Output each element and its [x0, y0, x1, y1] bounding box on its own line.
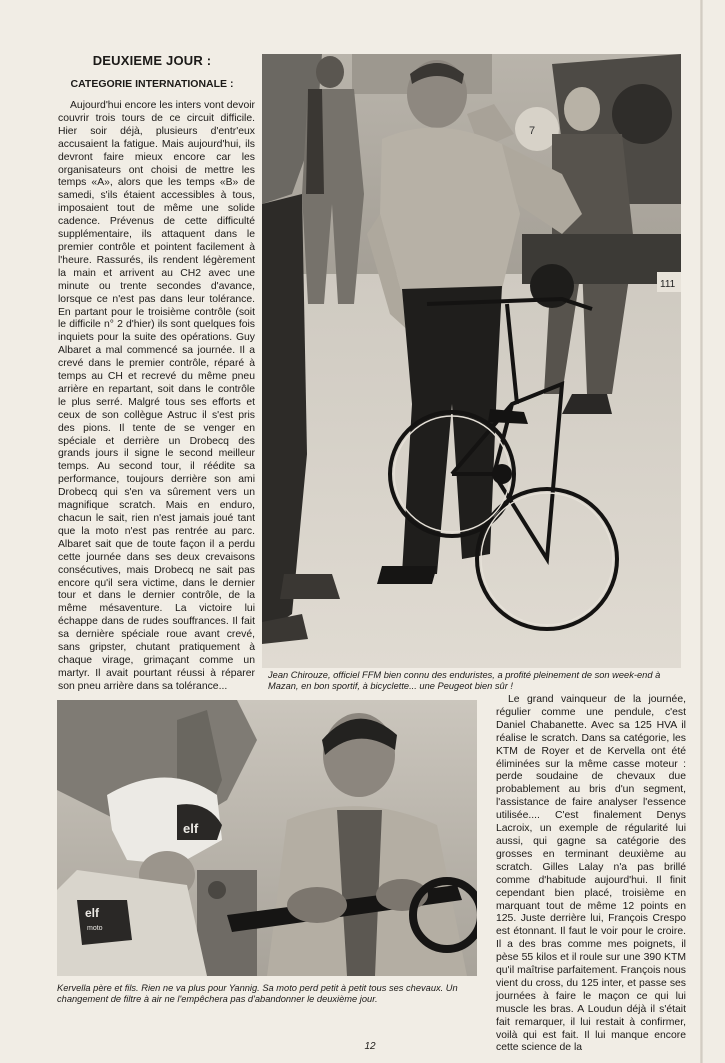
jacket-logo-subtext: moto — [87, 925, 103, 932]
photo-kervella-father-son — [57, 700, 477, 976]
section-title: DEUXIEME JOUR : — [92, 53, 212, 68]
photo-official-bicycle — [262, 54, 681, 668]
photo-official-bicycle-image — [262, 54, 681, 668]
photo-caption-official: Jean Chirouze, officiel FFM bien connu des enduristes, a profité pleinement de son week-end à Mazan, en bon sportif, à bicyclette... une Peugeot bien sûr ! — [268, 670, 661, 692]
article-paragraph: Aujourd'hui encore les inters vont devoir couvrir trois tours de ce circuit difficile. Hier soir déjà, plusieurs d'entr'eux accusaient la fatigue. Mais aujourd'hui, ils devront faire mieux encore car les organisateurs ont choisi de mettre les temps «A», alors que les temps «B» de samedi, s'ils étaient accessibles à tous, imposaient tout de même une solide cadence. Prévenus de cette difficulté supplémentaire, ils attaquent dans le premier contrôle et pointent facilement à l'heure. Rassurés, ils rendent légèrement la main et arrivent au CH2 avec une minute ou trente secondes d'avance, lorsque ce n'est pas dans leur tolérance. En partant pour le troisième contrôle (soit le difficile n° 2 d'hier) ils sont quelques fois inquiets pour la suite des opérations. Guy Albaret a mal commencé sa journée. Il a crevé dans le premier contrôle, réparé à temps au CH et recrevé du même pneu arrière en repartant, soit dans le contrôle le plus serré. Malgré tous ses efforts et ceux de son collègue Astruc il s'est pris des pions. Il tente de se venger en spéciale et derrière un Drobecq des grands jours il signe le second meilleur temps. Au second tour, il réédite sa performance, toujours derrière son ami Drobecq qui s'en va sûrement vers un magnifique scratch. Mais en enduro, chacun le sait, rien n'est jamais joué tant que la moto n'est pas rentrée au parc. Albaret sait que de toute façon il a perdu cette journée dans ses deux crevaisons consécutives, mais Drobecq ne sait pas encore qu'il sera victime, dans le dernier tour et dans le dernier contrôle, de la même mésaventure. La victoire lui échappe dans de rudes souffrances. Il fait sa dernière spéciale roue avant crevé, sans gripster, chutant pratiquement à chaque virage, grimaçant comme un martyr. Il avait pourtant réussi à réparer son pneu arrière dans sa tolérance... — [58, 100, 255, 692]
page-number: 12 — [364, 1041, 376, 1052]
photo-caption-kervella: Kervella père et fils. Rien ne va plus pour Yannig. Sa moto perd petit à petit tous ses chevaux. Un changement de filtre à air ne l'empêchera pas d'abandonner le deuxième jour. — [57, 983, 458, 1005]
helmet-logo-text: elf — [183, 821, 199, 836]
article-column-right — [496, 694, 686, 1055]
plate-text: 111 — [660, 279, 676, 290]
article-column-left — [58, 100, 255, 694]
article-paragraph: Le grand vainqueur de la journée, régulier comme une pendule, c'est Daniel Chabanette. Avec sa 125 HVA il réalise le scratch. Dans sa catégorie, les KTM de Royer et de Kervella ont été éliminées sur la même casse moteur : perde soudaine de chevaux due probablement au bris d'un segment, l'assistance de faire analyser l'essence utilisée.... C'est finalement Denys Lacroix, un exemple de régularité lui aussi, qui gagne sa catégorie des grosses en terminant deuxième au scratch. Gilles Lalay n'a pas brillé comme d'habitude aujourd'hui. Il finit cependant bien placé, troisième en marquant tout de même 12 points en 125. Juste derrière lui, François Crespo est étonnant. Il faut le voir pour le croire. Il a des bras comme mes poignets, il pèse 55 kilos et il roule sur une 390 KTM qu'il maîtrise parfaitement. François nous vient du cross, du 125 inter, et passe ses journées à faire le maçon ce qui lui muscle les bras. A Loudun déjà il s'était fait remarquer, il lui restait à confirmer, voilà qui est fait. Il lui manque encore cette science de la — [496, 694, 686, 1054]
category-subtitle: CATEGORIE INTERNATIONALE : — [70, 78, 234, 90]
photo-kervella-image — [57, 700, 477, 976]
page-fold-shadow — [700, 0, 703, 1063]
bike-number-decal: 7 — [529, 125, 536, 137]
jacket-logo-text: elf — [85, 906, 100, 920]
